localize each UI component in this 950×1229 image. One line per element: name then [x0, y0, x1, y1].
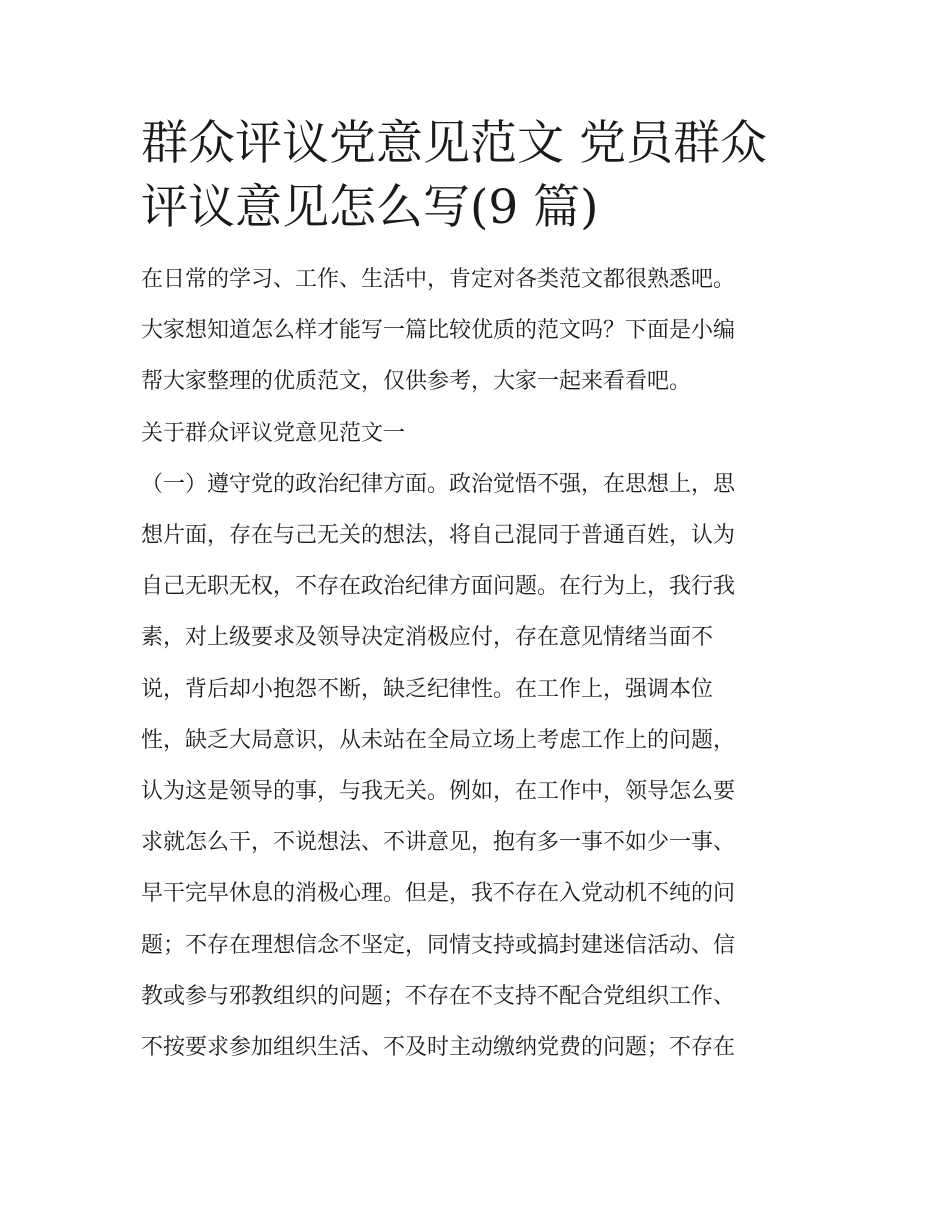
body-line: 求就怎么干，不说想法、不讲意见，抱有多一事不如少一事、	[141, 830, 736, 856]
body-line: 题；不存在理想信念不坚定，同情支持或搞封建迷信活动、信	[141, 932, 736, 958]
body-line: 性，缺乏大局意识，从未站在全局立场上考虑工作上的问题，	[141, 727, 736, 753]
body-line: 自己无职无权，不存在政治纪律方面问题。在行为上，我行我	[141, 574, 736, 600]
body-line: 说，背后却小抱怨不断，缺乏纪律性。在工作上，强调本位	[141, 676, 714, 702]
title-line-1: 群众评议党意见范文 党员群众	[141, 116, 767, 171]
intro-line: 在日常的学习、工作、生活中，肯定对各类范文都很熟悉吧。	[141, 267, 736, 292]
body-line: 想片面，存在与己无关的想法，将自己混同于普通百姓，认为	[141, 523, 736, 549]
section-heading-text: 关于群众评议党意见范文一	[141, 420, 406, 446]
document-body	[141, 254, 813, 1073]
body-line: 认为这是领导的事，与我无关。例如，在工作中，领导怎么要	[141, 779, 736, 805]
body-line: 素，对上级要求及领导决定消极应付，存在意见情绪当面不	[141, 625, 714, 651]
document-title	[141, 112, 813, 240]
intro-line: 大家想知道怎么样才能写一篇比较优质的范文吗？下面是小编	[141, 318, 736, 344]
section-heading	[141, 408, 813, 459]
body-line: 早干完早休息的消极心理。但是，我不存在入党动机不纯的问	[141, 881, 736, 907]
body-line: 不按要求参加组织生活、不及时主动缴纳党费的问题；不存在	[141, 1035, 736, 1061]
body-paragraph	[141, 459, 813, 1073]
body-line: 教或参与邪教组织的问题；不存在不支持不配合党组织工作、	[141, 983, 736, 1009]
document-content	[141, 112, 813, 1073]
intro-paragraph	[141, 254, 813, 408]
body-line: （一）遵守党的政治纪律方面。政治觉悟不强，在思想上，思	[141, 471, 736, 497]
intro-line: 帮大家整理的优质范文，仅供参考，大家一起来看看吧。	[141, 369, 692, 395]
title-line-2: 评议意见怎么写(9 篇)	[141, 180, 599, 235]
